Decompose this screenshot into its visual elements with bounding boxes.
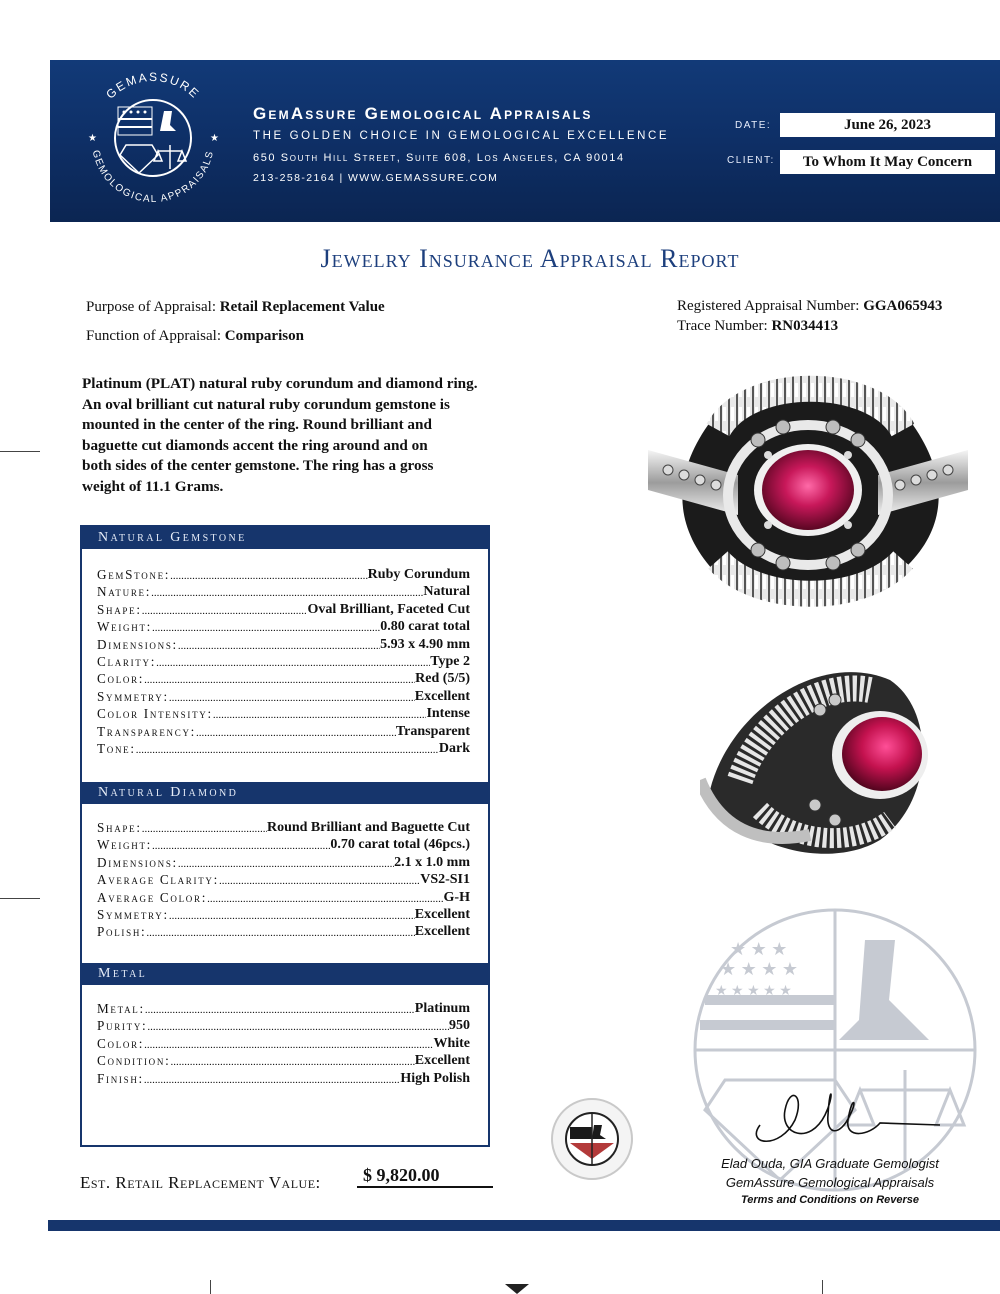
gemstone-row-value: Type 2 bbox=[430, 654, 470, 669]
client-value: To Whom It May Concern bbox=[780, 150, 995, 174]
diamond-row-label: Shape: bbox=[97, 820, 142, 835]
gemstone-row-label: Clarity: bbox=[97, 654, 157, 669]
gemstone-row-label: Color Intensity: bbox=[97, 706, 213, 722]
gemstone-row-label: Nature: bbox=[97, 584, 152, 600]
gemstone-row-value: Intense bbox=[426, 706, 470, 722]
gemstone-row bbox=[97, 671, 470, 687]
metal-row-value: 950 bbox=[449, 1018, 470, 1034]
company-phone-website: 213-258-2164 | WWW.GEMASSURE.COM bbox=[253, 172, 499, 184]
metal-row-label: Condition: bbox=[97, 1053, 171, 1069]
dot-leader bbox=[213, 706, 427, 722]
gemassure-seal-logo bbox=[78, 63, 228, 213]
gemstone-row-label: GemStone: bbox=[97, 567, 171, 582]
footer-bar bbox=[48, 1220, 1000, 1231]
diamond-row bbox=[97, 855, 470, 871]
dot-leader bbox=[136, 741, 439, 757]
scan-mark bbox=[0, 451, 40, 452]
svg-text:★ ★ ★: ★ ★ ★ bbox=[730, 939, 788, 959]
gemstone-row bbox=[97, 689, 470, 705]
fold-arrow-icon bbox=[505, 1284, 529, 1294]
properties-table bbox=[80, 525, 490, 1147]
diamond-row-label: Symmetry: bbox=[97, 907, 169, 922]
gemstone-row-label: Color: bbox=[97, 671, 145, 687]
client-label: CLIENT: bbox=[727, 155, 775, 166]
gemstone-row-value: Oval Brilliant, Faceted Cut bbox=[307, 601, 470, 617]
dot-leader bbox=[178, 855, 394, 871]
gemstone-row-label: Shape: bbox=[97, 601, 142, 617]
diamond-row-value: Round Brilliant and Baguette Cut bbox=[266, 820, 470, 835]
appraiser-company: GemAssure Gemological Appraisals bbox=[725, 1175, 935, 1190]
diamond-row-value: Excellent bbox=[414, 907, 470, 922]
item-description bbox=[82, 374, 552, 497]
gemstone-row-value: Excellent bbox=[414, 688, 470, 704]
gemstone-row bbox=[97, 724, 470, 740]
dot-leader bbox=[207, 890, 443, 906]
dot-leader bbox=[144, 1036, 433, 1052]
metal-row bbox=[97, 1036, 470, 1052]
dot-leader bbox=[147, 1018, 449, 1034]
scan-mark bbox=[822, 1280, 823, 1294]
svg-text:★: ★ bbox=[210, 133, 219, 144]
terms-note: Terms and Conditions on Reverse bbox=[740, 1194, 920, 1206]
dot-leader bbox=[146, 924, 414, 940]
dot-leader bbox=[144, 1071, 400, 1087]
ring-photo-side bbox=[700, 630, 940, 860]
svg-text:GEMOLOGICAL APPRAISALS: GEMOLOGICAL APPRAISALS bbox=[89, 149, 217, 206]
gemstone-row-label: Tone: bbox=[97, 741, 136, 756]
diamond-row-label: Average Color: bbox=[97, 889, 208, 905]
estimate-value: $ 9,820.00 bbox=[357, 1165, 493, 1188]
purpose-value: Retail Replacement Value bbox=[219, 299, 385, 315]
diamond-section-header: Natural Diamond bbox=[82, 782, 488, 804]
svg-text:★ ★ ★ ★: ★ ★ ★ ★ bbox=[720, 959, 799, 979]
trace-line bbox=[677, 318, 838, 335]
gemstone-row-value: Natural bbox=[423, 584, 470, 600]
diamond-row-value: Excellent bbox=[414, 924, 470, 940]
diamond-row-label: Polish: bbox=[97, 924, 147, 940]
gemstone-row-label: Dimensions: bbox=[97, 636, 178, 652]
diamond-row-value: VS2-SI1 bbox=[420, 872, 470, 888]
diamond-row bbox=[97, 907, 470, 923]
metal-row-label: Finish: bbox=[97, 1070, 144, 1086]
dot-leader bbox=[170, 1053, 414, 1069]
report-title: Jewelry Insurance Appraisal Report bbox=[320, 244, 740, 273]
svg-text:★ ★ ★ ★ ★: ★ ★ ★ ★ ★ bbox=[715, 984, 792, 999]
ruby-stone-side bbox=[842, 717, 922, 791]
registered-line bbox=[677, 298, 942, 315]
diamond-row bbox=[97, 837, 470, 853]
description-line: mounted in the center of the ring. Round brilliant and bbox=[82, 416, 432, 433]
trace-label: Trace Number: bbox=[677, 318, 768, 334]
dot-leader bbox=[219, 872, 420, 888]
svg-text:GEMASSURE: GEMASSURE bbox=[103, 69, 203, 102]
metal-row bbox=[97, 1053, 470, 1069]
dot-leader bbox=[142, 602, 308, 618]
diamond-row bbox=[97, 924, 470, 940]
gemstone-row-value: Dark bbox=[438, 741, 470, 756]
diamond-row bbox=[97, 820, 470, 836]
appraiser-signature bbox=[740, 1075, 950, 1155]
diamond-row bbox=[97, 890, 470, 906]
dot-leader bbox=[152, 837, 330, 853]
metal-section-header: Metal bbox=[82, 963, 488, 985]
function-label: Function of Appraisal: bbox=[86, 328, 221, 344]
svg-text:★: ★ bbox=[88, 133, 97, 144]
company-address: 650 South Hill Street, Suite 608, Los Angeles, CA 90014 bbox=[253, 152, 625, 164]
gemstone-row-value: Ruby Corundum bbox=[367, 567, 470, 582]
gemstone-row-value: 0.80 carat total bbox=[380, 619, 470, 635]
gemstone-row-value: Red (5/5) bbox=[415, 671, 470, 687]
dot-leader bbox=[169, 907, 415, 923]
ruby-stone bbox=[762, 450, 854, 530]
metal-row-label: Metal: bbox=[97, 1001, 145, 1016]
dot-leader bbox=[178, 637, 380, 653]
scan-mark bbox=[210, 1280, 211, 1294]
small-embossed-seal bbox=[550, 1097, 635, 1182]
gemstone-row bbox=[97, 741, 470, 757]
diamond-row-value: 0.70 carat total (46pcs.) bbox=[330, 837, 470, 853]
gemstone-row bbox=[97, 637, 470, 653]
gemstone-row bbox=[97, 602, 470, 618]
gemstone-row-label: Transparency: bbox=[97, 723, 197, 739]
metal-row bbox=[97, 1018, 470, 1034]
metal-row-label: Color: bbox=[97, 1035, 145, 1051]
dot-leader bbox=[151, 584, 423, 600]
gemstone-row bbox=[97, 654, 470, 670]
metal-row bbox=[97, 1071, 470, 1087]
ring-photo-top bbox=[648, 355, 968, 625]
metal-row bbox=[97, 1001, 470, 1017]
purpose-label: Purpose of Appraisal: bbox=[86, 299, 216, 315]
dot-leader bbox=[156, 654, 430, 670]
metal-row-value: High Polish bbox=[400, 1070, 470, 1086]
description-line: weight of 11.1 Grams. bbox=[82, 477, 224, 495]
diamond-row bbox=[97, 872, 470, 888]
gemstone-section-header: Natural Gemstone bbox=[82, 527, 488, 549]
appraiser-name: Elad Ouda, GIA Graduate Gemologist bbox=[721, 1156, 939, 1171]
diamond-row-label: Dimensions: bbox=[97, 854, 178, 870]
description-line: both sides of the center gemstone. The ring has a gross bbox=[82, 457, 434, 474]
diamond-row-value: G-H bbox=[443, 889, 470, 905]
diamond-row-label: Average Clarity: bbox=[97, 872, 219, 888]
trace-value: RN034413 bbox=[771, 318, 839, 334]
dot-leader bbox=[144, 671, 415, 687]
date-label: DATE: bbox=[735, 120, 772, 131]
dot-leader bbox=[152, 619, 380, 635]
function-line bbox=[86, 328, 304, 345]
dot-leader bbox=[145, 1001, 415, 1017]
registered-value: GGA065943 bbox=[863, 298, 943, 314]
gemstone-row bbox=[97, 706, 470, 722]
purpose-line bbox=[86, 299, 385, 316]
dot-leader bbox=[142, 820, 267, 836]
registered-label: Registered Appraisal Number: bbox=[677, 298, 860, 314]
metal-row-value: Platinum bbox=[414, 1001, 470, 1016]
watermark-seal bbox=[685, 900, 985, 1200]
metal-row-value: White bbox=[433, 1035, 470, 1051]
gemstone-row bbox=[97, 619, 470, 635]
diamond-row-value: 2.1 x 1.0 mm bbox=[394, 854, 470, 870]
estimate-label: Est. Retail Replacement Value: bbox=[80, 1173, 321, 1192]
gemstone-row bbox=[97, 567, 470, 583]
gemstone-row-label: Symmetry: bbox=[97, 688, 169, 704]
dot-leader bbox=[170, 567, 368, 583]
scan-mark bbox=[0, 898, 40, 899]
description-line: baguette cut diamonds accent the ring around and on bbox=[82, 436, 428, 454]
company-name: GemAssure Gemological Appraisals bbox=[253, 104, 593, 123]
company-tagline: THE GOLDEN CHOICE IN GEMOLOGICAL EXCELLENCE bbox=[253, 130, 670, 142]
gemstone-row-value: Transparent bbox=[395, 723, 470, 739]
function-value: Comparison bbox=[224, 328, 304, 344]
description-line: Platinum (PLAT) natural ruby corundum and diamond ring. bbox=[82, 375, 478, 392]
date-value: June 26, 2023 bbox=[780, 113, 995, 137]
dot-leader bbox=[196, 724, 396, 740]
diamond-row-label: Weight: bbox=[97, 837, 153, 853]
description-line: An oval brilliant cut natural ruby corundum gemstone is bbox=[82, 395, 450, 413]
metal-row-label: Purity: bbox=[97, 1018, 148, 1034]
gemstone-row bbox=[97, 584, 470, 600]
gemstone-row-value: 5.93 x 4.90 mm bbox=[380, 636, 470, 652]
gemstone-row-label: Weight: bbox=[97, 619, 153, 635]
metal-row-value: Excellent bbox=[414, 1053, 470, 1069]
dot-leader bbox=[169, 689, 415, 705]
